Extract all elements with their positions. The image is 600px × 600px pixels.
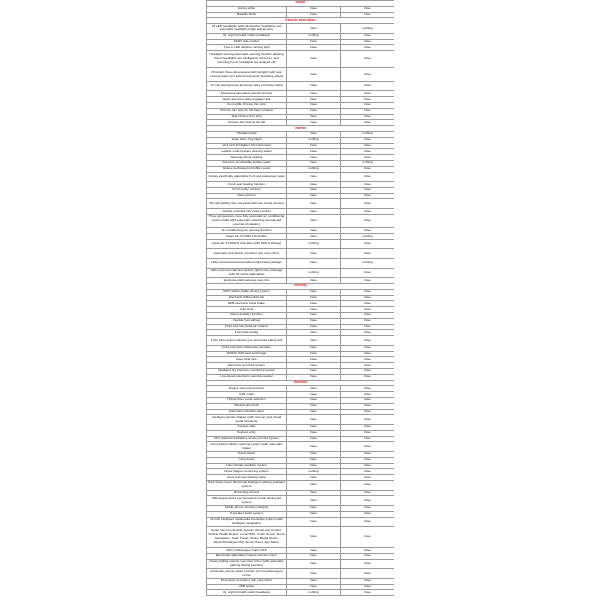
feature-name-cell: Intelligent tire pressure monitoring system <box>207 368 287 374</box>
feature-name-cell: Park Assist Gen2 directional intelligent parking assistant system <box>208 480 285 489</box>
config-a-cell: have <box>287 490 341 496</box>
config-a-cell: have <box>287 45 341 51</box>
config-a-cell: have <box>287 559 341 569</box>
table-row <box>207 442 395 452</box>
config-b-cell: have <box>341 307 395 313</box>
config-b-cell: have <box>341 424 395 430</box>
feature-name-cell: Double front airbag <box>207 318 287 324</box>
config-a-cell: have <box>287 249 341 259</box>
config-b-cell: have <box>341 102 395 108</box>
feature-name-cell: IQ. Light full LED matrix headlamp <box>207 590 287 596</box>
config-b-cell: have <box>341 357 395 363</box>
table-row <box>207 239 395 249</box>
feature-name-cell: ACC Advanced Adaptive Cruise Control System <box>207 436 287 442</box>
table-row <box>207 199 395 209</box>
feature-name-cell: Premium comfortable leather seats <box>207 160 287 166</box>
config-a-cell: have <box>287 149 341 155</box>
config-b-cell: have <box>341 143 395 149</box>
config-a-cell: have <box>287 39 341 45</box>
config-b-cell: have <box>341 45 395 51</box>
config-b-cell: have <box>341 68 395 81</box>
config-b-cell: have <box>341 469 395 475</box>
config-a-cell: have <box>287 451 341 457</box>
spec-sheet <box>206 0 394 600</box>
feature-name-cell: Front grille chrome trim strip <box>207 102 287 108</box>
feature-name-cell: Automatic reverse down function of front passenger's mirror <box>207 569 287 579</box>
table-row <box>207 517 395 527</box>
feature-name-cell: ESP vehicle stable driving system <box>207 289 287 295</box>
feature-name-cell: Front side airbag <box>207 330 287 336</box>
section-title: interior <box>207 126 395 132</box>
feature-name-cell: 8 speaker audio system <box>207 511 287 517</box>
config-b-cell: have <box>341 368 395 374</box>
config-a-cell: have <box>287 214 341 227</box>
feature-name-cell: Clean Air 3.0 PM2.5 dust filter (with PM2.5 display) <box>207 239 287 249</box>
feature-name-cell: PARV side marker <box>207 39 287 45</box>
config-b-cell: nothing <box>341 24 395 34</box>
feature-name-cell: Exclusive LED welcome step trim <box>207 278 287 284</box>
feature-name-cell: Auto Hold <box>207 307 287 313</box>
config-b-cell: have <box>341 301 395 307</box>
table-row <box>207 480 395 490</box>
config-b-cell: have <box>341 436 395 442</box>
config-a-cell: have <box>287 442 341 452</box>
config-b-cell: have <box>341 345 395 351</box>
config-a-cell: have <box>287 336 341 346</box>
config-b-cell: have <box>341 318 395 324</box>
config-b-cell: have <box>341 415 395 425</box>
config-b-cell: have <box>341 386 395 392</box>
feature-name-cell: EPB electronic hand brake <box>207 301 287 307</box>
config-a-cell: have <box>287 259 341 269</box>
config-b-cell: have <box>341 392 395 398</box>
config-b-cell: have <box>341 108 395 114</box>
config-a-cell: have <box>287 120 341 126</box>
config-a-cell: have <box>287 234 341 240</box>
config-b-cell: have <box>341 172 395 182</box>
feature-name-cell: 12 inch intelligent multimedia interactive system (with intelligent navigation) <box>207 517 287 527</box>
section-title: function <box>207 380 395 386</box>
config-b-cell: have <box>341 511 395 517</box>
feature-name-cell: Lane change auxiliary system <box>207 463 287 469</box>
feature-name-cell: SAIC Volkswagen Super APP <box>207 548 287 554</box>
config-b-cell: have <box>341 490 395 496</box>
config-a-cell: have <box>287 463 341 469</box>
feature-name-cell: Driver fatigue monitoring system <box>207 469 287 475</box>
config-b-cell: have <box>341 330 395 336</box>
feature-name-cell: Rear armrest <box>207 193 287 199</box>
config-b-cell: have <box>341 239 395 249</box>
config-b-cell: have <box>341 120 395 126</box>
feature-name-cell: Aurora white <box>207 6 287 12</box>
config-a-cell: have <box>287 12 341 18</box>
feature-name-cell: Basaltic black <box>207 12 287 18</box>
config-b-cell: have <box>341 475 395 481</box>
config-b-cell: have <box>341 51 395 68</box>
table-row <box>207 569 395 579</box>
feature-name-cell: All LED headlights (with all-weather headlights and automatic headlight height adjustment) <box>207 24 287 34</box>
config-a-cell: have <box>287 318 341 324</box>
config-b-cell: have <box>341 97 395 103</box>
table-row <box>207 24 395 34</box>
config-a-cell: have <box>287 548 341 554</box>
feature-name-cell: Deluxe perforated microfiber seats <box>207 166 287 172</box>
section-title: Exterior decoration <box>207 18 395 24</box>
feature-name-cell: Automatic anti dazzle of interior rear view mirror <box>207 249 287 259</box>
feature-name-cell: Front seat belt unfastened reminder <box>207 345 287 351</box>
config-a-cell: have <box>287 386 341 392</box>
config-a-cell: nothing <box>287 33 341 39</box>
config-a-cell: have <box>287 6 341 12</box>
feature-name-cell: Electronic differential lock <box>207 295 287 301</box>
feature-name-cell: Front and rear head air curtains <box>207 324 287 330</box>
config-b-cell: have <box>341 374 395 380</box>
feature-name-cell: LED environmental atmosphere light luxury package (with 30 colors adjustable) <box>207 268 287 278</box>
config-a-cell: have <box>287 182 341 188</box>
config-b-cell: nothing <box>341 234 395 240</box>
config-a-cell: nothing <box>287 137 341 143</box>
config-a-cell: have <box>287 397 341 403</box>
config-b-cell: have <box>341 187 395 193</box>
config-b-cell: have <box>341 442 395 452</box>
config-a-cell: have <box>287 392 341 398</box>
feature-name-cell: Leather multi-function steering wheel <box>207 149 287 155</box>
config-a-cell: have <box>287 143 341 149</box>
config-a-cell: have <box>287 351 341 357</box>
config-a-cell: have <box>287 457 341 463</box>
config-a-cell: have <box>287 131 341 137</box>
config-a-cell: have <box>287 409 341 415</box>
section-title: security <box>207 284 395 290</box>
config-a-cell: have <box>287 68 341 81</box>
feature-name-cell: Air conditioning pre opening function <box>207 228 287 234</box>
config-b-cell: nothing <box>341 131 395 137</box>
feature-name-cell: Ramp auxiliary function <box>207 313 287 319</box>
config-b-cell: have <box>341 114 395 120</box>
config-b-cell: have <box>341 584 395 590</box>
feature-name-cell: Chrome trim strip at the tail <box>207 120 287 126</box>
config-a-cell: have <box>287 51 341 68</box>
feature-name-cell: Low-speed electronic sound generator <box>207 374 287 380</box>
spec-table <box>206 0 394 596</box>
feature-name-cell: Front seat heating function <box>207 182 287 188</box>
feature-name-cell: Inkjet silver frog black <box>207 137 287 143</box>
config-b-cell: have <box>341 578 395 584</box>
config-b-cell: have <box>341 268 395 278</box>
config-a-cell: nothing <box>287 166 341 172</box>
feature-name-cell: Side chrome trim strip <box>207 114 287 120</box>
feature-name-cell: Type-C LED daytime running light <box>207 45 287 51</box>
config-a-cell: have <box>287 436 341 442</box>
config-a-cell: have <box>287 301 341 307</box>
table-row <box>207 172 395 182</box>
feature-name-cell: Front center armrest <box>207 187 287 193</box>
table-row <box>207 527 395 548</box>
feature-name-cell: Keyless entry <box>207 430 287 436</box>
config-b-cell: have <box>341 249 395 259</box>
config-a-cell: have <box>287 307 341 313</box>
config-a-cell: have <box>287 160 341 166</box>
config-a-cell: nothing <box>287 239 341 249</box>
feature-name-cell: Intelligent electric tailgate (with memory and virtual pedal functions) <box>207 415 287 425</box>
config-b-cell: have <box>341 517 395 527</box>
feature-name-cell: Electronic anti theft system <box>207 363 287 369</box>
config-a-cell: have <box>287 368 341 374</box>
config-a-cell: have <box>287 102 341 108</box>
table-row <box>207 68 395 81</box>
config-b-cell: have <box>341 228 395 234</box>
feature-name-cell: Mobile phone wireless charging <box>207 505 287 511</box>
config-a-cell: have <box>287 578 341 584</box>
feature-name-cell: Front three-point explosive pre-tensioned safety belt <box>207 336 287 346</box>
config-b-cell: have <box>341 155 395 161</box>
feature-name-cell: 17 inch aerodynamic aluminum alloy exclusive wheel <box>207 81 287 91</box>
config-a-cell: have <box>287 330 341 336</box>
feature-name-cell: Electrically adjustable heated rearview mirror <box>207 553 287 559</box>
config-b-cell: have <box>341 33 395 39</box>
config-b-cell: have <box>341 39 395 45</box>
feature-name-cell: USB power <box>207 584 287 590</box>
config-b-cell: have <box>341 137 395 143</box>
config-a-cell: have <box>287 569 341 579</box>
config-a-cell: nothing <box>287 469 341 475</box>
config-a-cell: have <box>287 374 341 380</box>
feature-name-cell: Window anti pinch <box>207 403 287 409</box>
config-b-cell: have <box>341 409 395 415</box>
config-b-cell: have <box>341 149 395 155</box>
config-a-cell: have <box>287 475 341 481</box>
config-a-cell: have <box>287 430 341 436</box>
config-b-cell: have <box>341 6 395 12</box>
feature-name-cell: IQ. Light full LED matrix headlamp <box>207 33 287 39</box>
config-a-cell: have <box>287 228 341 234</box>
config-b-cell: have <box>341 182 395 188</box>
config-a-cell: have <box>287 403 341 409</box>
config-a-cell: have <box>287 505 341 511</box>
feature-name-cell: Smart Car Connectivity System (Smart Car Control, Vehicle Health Report, In-car WIFI, Smart Scoop, Smart Navigation, Team Travel, Online Media (Kuwo Music/Himalayan FM), Smart Home, App Store) <box>207 527 287 548</box>
feature-name-cell: Rear child lock <box>207 357 287 363</box>
config-b-cell: have <box>341 397 395 403</box>
config-a-cell: have <box>287 209 341 215</box>
feature-name-cell: Lane Assist <box>207 457 287 463</box>
config-b-cell: have <box>341 295 395 301</box>
config-b-cell: have <box>341 553 395 559</box>
feature-name-cell: Hybrid drive mode selection <box>207 397 287 403</box>
config-a-cell: have <box>287 108 341 114</box>
config-b-cell: have <box>341 457 395 463</box>
config-a-cell: nothing <box>287 268 341 278</box>
config-a-cell: have <box>287 199 341 209</box>
table-row <box>207 259 395 269</box>
feature-name-cell: Obsidian black <box>207 131 287 137</box>
feature-name-cell: Chrome trim strip for full frame window <box>207 108 287 114</box>
config-a-cell: have <box>287 278 341 284</box>
feature-name-cell: Prismatic three-dimensional LED tail light (with rear running water turn light and dynamic breathing effect) <box>207 68 287 81</box>
feature-name-cell: 4/6 split folding rear row seats with rear center armrest <box>207 199 287 209</box>
feature-name-cell: Front and rear parking radar <box>207 475 287 481</box>
config-a-cell: have <box>287 187 341 193</box>
config-a-cell: have <box>287 363 341 369</box>
feature-name-cell: 10.3 inch full digital LCD instrument <box>207 143 287 149</box>
config-a-cell: have <box>287 324 341 330</box>
table-row <box>207 336 395 346</box>
config-a-cell: have <box>287 345 341 351</box>
config-b-cell: have <box>341 548 395 554</box>
config-b-cell: have <box>341 214 395 227</box>
config-b-cell: have <box>341 430 395 436</box>
feature-name-cell: Keyless start <box>207 424 287 430</box>
section-title: colour <box>207 1 395 7</box>
config-b-cell: nothing <box>341 259 395 269</box>
feature-name-cell: Steering wheel heating <box>207 155 287 161</box>
config-a-cell: have <box>287 114 341 120</box>
table-row <box>207 81 395 91</box>
config-a-cell: have <box>287 415 341 425</box>
config-a-cell: have <box>287 584 341 590</box>
config-a-cell: have <box>287 91 341 97</box>
config-b-cell: have <box>341 289 395 295</box>
config-b-cell: have <box>341 324 395 330</box>
table-row <box>207 51 395 68</box>
config-a-cell: have <box>287 511 341 517</box>
feature-name-cell: Silver aluminum alloy luggage rack <box>207 97 287 103</box>
config-b-cell: have <box>341 569 395 579</box>
config-a-cell: have <box>287 553 341 559</box>
config-b-cell: nothing <box>341 160 395 166</box>
config-a-cell: have <box>287 97 341 103</box>
config-b-cell: have <box>341 336 395 346</box>
feature-name-cell: 12-way electrically adjustable front and passenger seats <box>207 172 287 182</box>
feature-name-cell: Power folding exterior rear view mirror (with automatic parking folding function) <box>207 559 287 569</box>
table-row <box>207 268 395 278</box>
feature-name-cell: Vehicle mounted 12V power socket <box>207 209 287 215</box>
table-row <box>207 249 395 259</box>
feature-name-cell: Engine start-stop function <box>207 386 287 392</box>
config-b-cell: have <box>341 527 395 548</box>
config-a-cell: have <box>287 424 341 430</box>
config-a-cell: have <box>287 357 341 363</box>
table-row <box>207 559 395 569</box>
table-row <box>207 590 395 596</box>
config-b-cell: have <box>341 363 395 369</box>
config-a-cell: have <box>287 295 341 301</box>
config-a-cell: have <box>287 289 341 295</box>
table-row <box>207 214 395 227</box>
feature-name-cell: ISOFIX child seat anchorage <box>207 351 287 357</box>
config-b-cell: have <box>341 91 395 97</box>
config-b-cell: have <box>341 313 395 319</box>
feature-name-cell: Front Assist collision warning system (with automatic brake) <box>207 442 287 452</box>
config-a-cell: have <box>287 517 341 527</box>
config-a-cell: have <box>287 155 341 161</box>
config-a-cell: have <box>287 313 341 319</box>
config-a-cell: have <box>287 496 341 506</box>
config-b-cell: have <box>341 209 395 215</box>
feature-name-cell: Floor lamp of exterior rear view mirror <box>207 578 287 584</box>
config-a-cell: have <box>287 193 341 199</box>
config-a-cell: have <box>287 24 341 34</box>
config-b-cell: have <box>341 81 395 91</box>
config-b-cell: have <box>341 451 395 457</box>
config-a-cell: nothing <box>287 590 341 596</box>
config-b-cell: have <box>341 351 395 357</box>
config-b-cell: have <box>341 278 395 284</box>
feature-name-cell: Three temperature zone fully automatic air conditioning system (with AQS automatic switching internal and external circulation) <box>207 214 287 227</box>
feature-name-cell: Reversing camera <box>207 490 287 496</box>
config-b-cell: have <box>341 199 395 209</box>
config-b-cell: have <box>341 496 395 506</box>
config-a-cell: have <box>287 81 341 91</box>
feature-name-cell: GTE mode <box>207 392 287 398</box>
feature-name-cell: 360 degree bird's eye panoramic visual driving aid system <box>207 496 287 506</box>
config-b-cell: have <box>341 559 395 569</box>
feature-name-cell: Headlight sensing automatic opening function (leaving home headlights are intelligently turned on, and returning home headlights are delayed off) <box>207 51 287 68</box>
feature-name-cell: Clean Air 2.0 PM2.5 dust filter <box>207 234 287 240</box>
config-b-cell: have <box>341 505 395 511</box>
config-b-cell: have <box>341 166 395 172</box>
feature-name-cell: LED environmental atmosphere light basic package <box>207 259 287 269</box>
table-row <box>207 496 395 506</box>
config-b-cell: have <box>341 463 395 469</box>
config-b-cell: have <box>341 590 395 596</box>
feature-name-cell: Travel Assist <box>207 451 287 457</box>
config-a-cell: have <box>287 480 341 490</box>
config-a-cell: have <box>287 172 341 182</box>
spec-table-body <box>207 1 395 596</box>
config-b-cell: have <box>341 12 395 18</box>
config-b-cell: have <box>341 480 395 490</box>
table-row <box>207 415 395 425</box>
config-a-cell: have <box>287 527 341 548</box>
feature-name-cell: Automatic induction wiper <box>207 409 287 415</box>
feature-name-cell: Panorama panoramic electric sunroof <box>207 91 287 97</box>
config-b-cell: have <box>341 403 395 409</box>
config-b-cell: have <box>341 193 395 199</box>
